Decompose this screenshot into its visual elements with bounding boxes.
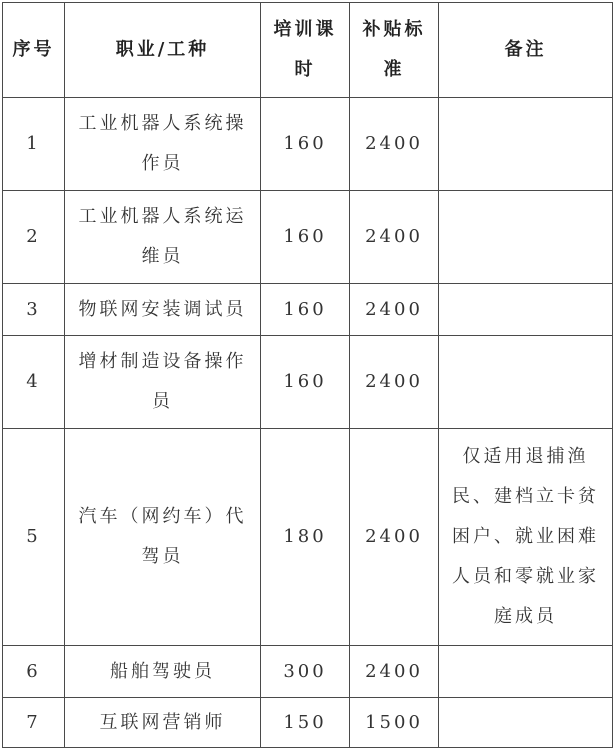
training-subsidy-table xyxy=(2,2,613,748)
cell-subsidy: 2400 xyxy=(350,646,439,698)
cell-subsidy: 1500 xyxy=(350,698,439,748)
cell-hours: 160 xyxy=(261,284,350,336)
cell-seq: 1 xyxy=(3,98,65,191)
cell-seq: 6 xyxy=(3,646,65,698)
cell-occupation: 工业机器人系统操作员 xyxy=(65,98,261,191)
cell-note xyxy=(439,698,613,748)
cell-seq: 2 xyxy=(3,191,65,284)
cell-occupation: 船舶驾驶员 xyxy=(65,646,261,698)
table-row xyxy=(3,284,613,336)
cell-occupation: 增材制造设备操作员 xyxy=(65,336,261,429)
cell-subsidy: 2400 xyxy=(350,191,439,284)
cell-subsidy: 2400 xyxy=(350,429,439,646)
cell-note xyxy=(439,646,613,698)
cell-hours: 160 xyxy=(261,191,350,284)
header-hours: 培训课时 xyxy=(261,3,350,98)
cell-hours: 300 xyxy=(261,646,350,698)
cell-note: 仅适用退捕渔民、建档立卡贫困户、就业困难人员和零就业家庭成员 xyxy=(439,429,613,646)
header-subsidy: 补贴标准 xyxy=(350,3,439,98)
cell-occupation: 互联网营销师 xyxy=(65,698,261,748)
cell-subsidy: 2400 xyxy=(350,284,439,336)
table-row xyxy=(3,98,613,191)
header-note: 备注 xyxy=(439,3,613,98)
header-occupation: 职业/工种 xyxy=(65,3,261,98)
header-seq: 序号 xyxy=(3,3,65,98)
cell-note xyxy=(439,284,613,336)
table-row xyxy=(3,429,613,646)
header-row xyxy=(3,3,613,98)
cell-hours: 150 xyxy=(261,698,350,748)
table-row xyxy=(3,646,613,698)
table-row xyxy=(3,336,613,429)
cell-occupation: 汽车（网约车）代驾员 xyxy=(65,429,261,646)
cell-note xyxy=(439,98,613,191)
cell-seq: 3 xyxy=(3,284,65,336)
cell-seq: 4 xyxy=(3,336,65,429)
cell-note xyxy=(439,191,613,284)
cell-hours: 180 xyxy=(261,429,350,646)
cell-seq: 5 xyxy=(3,429,65,646)
table-row xyxy=(3,191,613,284)
cell-note xyxy=(439,336,613,429)
cell-hours: 160 xyxy=(261,98,350,191)
cell-subsidy: 2400 xyxy=(350,98,439,191)
table-row xyxy=(3,698,613,748)
cell-hours: 160 xyxy=(261,336,350,429)
cell-seq: 7 xyxy=(3,698,65,748)
cell-occupation: 物联网安装调试员 xyxy=(65,284,261,336)
cell-occupation: 工业机器人系统运维员 xyxy=(65,191,261,284)
cell-subsidy: 2400 xyxy=(350,336,439,429)
